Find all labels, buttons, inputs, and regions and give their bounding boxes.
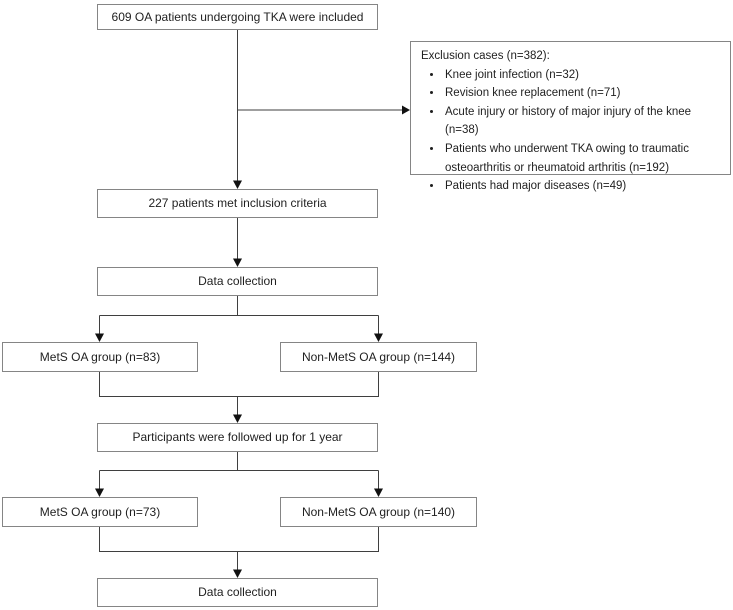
flow-box-mets-group-2-label: MetS OA group (n=73) <box>39 504 161 519</box>
flow-box-included <box>97 4 378 30</box>
flow-box-exclusion <box>410 41 731 193</box>
arrowhead-to-dc1 <box>233 259 242 268</box>
flow-box-follow-up <box>97 423 378 452</box>
connector-merge-2 <box>100 527 379 570</box>
connector-merge-1 <box>100 372 379 415</box>
exclusion-list <box>421 66 726 196</box>
flow-box-data-collection-2 <box>97 578 378 607</box>
flow-box-non-mets-group-1-label: Non-MetS OA group (n=144) <box>301 349 456 364</box>
flow-box-included-label: 609 OA patients undergoing TKA were included <box>111 9 364 24</box>
exclusion-item-3: • Acute injury or history of major injury of the knee (n=38) <box>443 103 726 140</box>
exclusion-item-4: • Patients who underwent TKA owing to traumatic osteoarthritis or rheumatoid arthritis (n=192) <box>443 140 726 177</box>
arrowhead-to-mets2 <box>95 489 104 498</box>
connector-split-2 <box>100 452 379 489</box>
arrowhead-to-nonmets2 <box>374 489 383 498</box>
arrowhead-to-inclusion <box>233 181 242 190</box>
exclusion-title: Exclusion cases (n=382): <box>421 50 550 62</box>
flow-box-non-mets-group-1 <box>280 342 477 372</box>
flow-box-inclusion <box>97 189 378 218</box>
flow-box-mets-group-1 <box>2 342 198 372</box>
flow-box-data-collection-2-label: Data collection <box>198 585 277 600</box>
flow-box-non-mets-group-2-label: Non-MetS OA group (n=140) <box>301 504 456 519</box>
flow-box-data-collection-1 <box>97 267 378 296</box>
flow-box-follow-up-label: Participants were followed up for 1 year <box>132 430 343 445</box>
arrowhead-to-nonmets1 <box>374 334 383 343</box>
arrowhead-to-followup <box>233 415 242 424</box>
flow-box-mets-group-2 <box>2 497 198 527</box>
exclusion-item-5: • Patients had major diseases (n=49) <box>443 177 726 196</box>
arrowhead-to-mets1 <box>95 334 104 343</box>
flow-box-data-collection-1-label: Data collection <box>198 274 277 289</box>
exclusion-item-2: • Revision knee replacement (n=71) <box>443 84 726 103</box>
connector-split-1 <box>100 296 379 334</box>
arrowhead-to-dc2 <box>233 570 242 579</box>
flow-box-inclusion-label: 227 patients met inclusion criteria <box>148 196 327 211</box>
flow-box-mets-group-1-label: MetS OA group (n=83) <box>39 349 161 364</box>
flow-box-non-mets-group-2 <box>280 497 477 527</box>
exclusion-item-1: • Knee joint infection (n=32) <box>443 66 726 85</box>
arrowhead-to-exclusion <box>402 106 410 115</box>
